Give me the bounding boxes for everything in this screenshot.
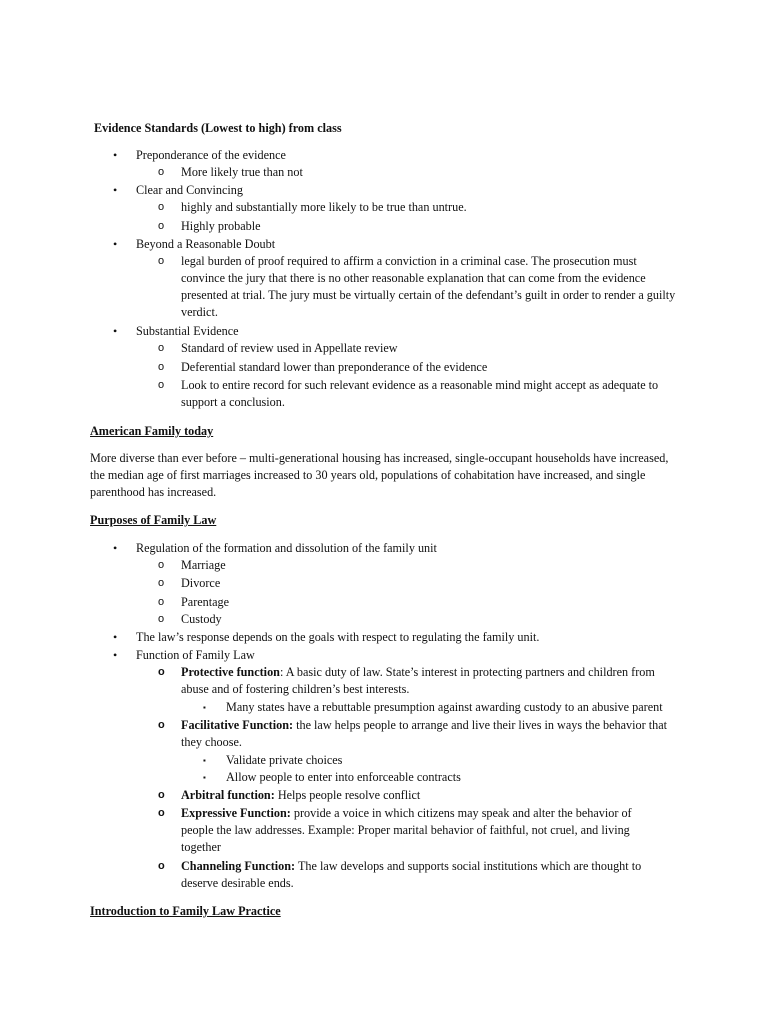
function-name: Expressive Function: [181, 806, 291, 820]
circle-marker: o [158, 860, 165, 872]
evidence-item-label: Substantial Evidence [136, 324, 239, 338]
function-name: Arbitral function: [181, 788, 275, 802]
square-marker: ▪ [203, 703, 206, 712]
function-channeling [181, 858, 681, 892]
function-subitem: Validate private choices [226, 753, 343, 767]
evidence-subitem: highly and substantially more likely to be true than untrue. [181, 200, 467, 214]
circle-marker: o [158, 220, 165, 232]
bullet-marker: • [113, 541, 118, 555]
function-facilitative [181, 717, 681, 751]
bullet-marker: • [113, 324, 118, 338]
purposes-subitem: Divorce [181, 576, 221, 590]
purposes-subitem: Custody [181, 612, 222, 626]
function-arbitral [181, 787, 420, 804]
function-subitem: Many states have a rebuttable presumption against awarding custody to an abusive parent [226, 700, 663, 714]
function-text: the law helps people to arrange and live their lives in ways the behavior that they choose. [181, 718, 668, 749]
american-family-paragraph: More diverse than ever before – multi-generational housing has increased, single-occupant households have increased, the median age of first marriages increased to 30 years old, populations of cohabitation have increased, and single parenthood has increased. [90, 451, 669, 499]
intro-heading: Introduction to Family Law Practice [90, 904, 281, 918]
evidence-title: Evidence Standards (Lowest to high) from class [94, 121, 342, 135]
function-text: The law develops and supports social institutions which are thought to deserve desirable ends. [181, 859, 642, 890]
function-subitem: Allow people to enter into enforceable contracts [226, 770, 461, 784]
evidence-item-label: Clear and Convincing [136, 183, 243, 197]
evidence-subitem-paragraph: Look to entire record for such relevant evidence as a reasonable mind might accept as adequate to support a conclusion. [181, 378, 659, 409]
evidence-subitem: Deferential standard lower than preponderance of the evidence [181, 360, 488, 374]
bullet-marker: • [113, 630, 118, 644]
evidence-subitem: Standard of review used in Appellate review [181, 341, 398, 355]
function-name: Facilitative Function: [181, 718, 294, 732]
circle-marker: o [158, 379, 165, 391]
bullet-marker: • [113, 183, 118, 197]
square-marker: ▪ [203, 756, 206, 765]
circle-marker: o [158, 166, 165, 178]
evidence-subitem: Highly probable [181, 219, 261, 233]
circle-marker: o [158, 361, 165, 373]
bullet-marker: • [113, 148, 118, 162]
function-name: Channeling Function: [181, 859, 296, 873]
evidence-item-label: Beyond a Reasonable Doubt [136, 237, 276, 251]
circle-marker: o [158, 719, 165, 731]
function-text: provide a voice in which citizens may speak and alter the behavior of people the law addresses. Example: Proper marital behavior of faithful, not cruel, and living together [181, 806, 632, 854]
evidence-subitem-paragraph: legal burden of proof required to affirm a conviction in a criminal case. The prosecution must convince the jury that there is no other reasonable explanation that can come from the evidence presented at trial. The jury must be virtually certain of the defendant’s guilt in order to render a guilty verdict. [181, 254, 676, 319]
evidence-item-label: Preponderance of the evidence [136, 148, 286, 162]
function-expressive [181, 805, 651, 856]
circle-marker: o [158, 666, 165, 678]
purposes-item-label: Regulation of the formation and dissolution of the family unit [136, 541, 437, 555]
bullet-marker: • [113, 648, 118, 662]
evidence-subitem: More likely true than not [181, 165, 303, 179]
purposes-subitem: Parentage [181, 595, 230, 609]
purposes-subitem: Marriage [181, 558, 226, 572]
circle-marker: o [158, 559, 165, 571]
american-family-heading: American Family today [90, 424, 214, 438]
square-marker: ▪ [203, 773, 206, 782]
purposes-item-label: Function of Family Law [136, 648, 255, 662]
circle-marker: o [158, 789, 165, 801]
circle-marker: o [158, 255, 165, 267]
circle-marker: o [158, 807, 165, 819]
circle-marker: o [158, 342, 165, 354]
bullet-marker: • [113, 237, 118, 251]
purposes-heading: Purposes of Family Law [90, 513, 217, 527]
circle-marker: o [158, 201, 165, 213]
circle-marker: o [158, 596, 165, 608]
function-text: : A basic duty of law. State’s interest in protecting partners and children from abuse and of fostering children’s best interests. [181, 665, 655, 696]
circle-marker: o [158, 577, 165, 589]
function-protective [181, 664, 681, 698]
function-name: Protective function [181, 665, 280, 679]
purposes-item-label: The law’s response depends on the goals with respect to regulating the family unit. [136, 630, 540, 644]
circle-marker: o [158, 613, 165, 625]
function-text: Helps people resolve conflict [274, 788, 421, 802]
